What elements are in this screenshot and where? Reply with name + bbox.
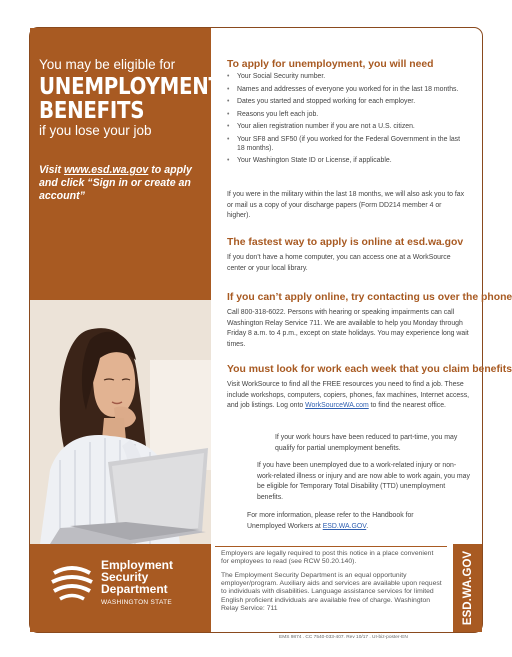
section4-body-suffix: to find the nearest office. [368, 402, 446, 410]
section3-title: If you can’t apply online, try contacting us over the phone [227, 292, 512, 303]
handbook-prefix: For more information, please refer to the Handbook for Unemployed Workers at [247, 512, 414, 530]
logo-state: WASHINGTON STATE [101, 599, 173, 606]
list-item: • Your Washington State ID or License, if applicable. [227, 157, 467, 166]
list-item: • Your Social Security number. [227, 73, 467, 82]
headline-line-1: UNEMPLOYMENT [39, 74, 222, 100]
section4-title: You must look for work each week that you claim benefits [227, 364, 512, 375]
visit-prefix: Visit [39, 164, 64, 176]
section3-body: Call 800-318-6022. Persons with hearing or speaking impairments can call Washington Relay Service 711. We are available to help you Monday through Friday 8 a.m. to 4 p.m., except on state holidays. You may experience long wait times. [227, 309, 469, 348]
worksource-link[interactable]: WorkSourceWA.com [305, 402, 369, 410]
esd-logo-icon [50, 563, 94, 603]
left-panel [30, 28, 222, 632]
eyebrow-text: You may be eligible for [39, 57, 176, 72]
list-item: • Reasons you left each job. [227, 111, 467, 120]
sidebar-url: ESD.WA.GOV [461, 550, 474, 626]
injury-note: If you have been unemployed due to a work-related injury or non-work-related illness or injury and are now able to work again, you may be eligible for Temporary Total Disability (TTD) unemployment benefits. [257, 462, 470, 501]
esd-logo-area [30, 544, 211, 632]
headline [39, 74, 222, 124]
list-item: • Your SF8 and SF50 (if you worked for the Federal Government in the last 18 months). [227, 136, 467, 154]
requirements-list [227, 73, 467, 170]
part-time-note: If your work hours have been reduced to part-time, you may qualify for partial unemployment benefits. [275, 434, 458, 452]
form-number: EMS 9874 . CC 7540-033-407. Rev 10/17 . UI-biz-poster-EN [279, 635, 408, 640]
list-item: • Dates you started and stopped working for each employer. [227, 98, 467, 107]
subhead: if you lose your job [39, 123, 152, 138]
handbook-link[interactable]: ESD.WA.GOV [322, 522, 367, 530]
section2-title: The fastest way to apply is online at esd.wa.gov [227, 237, 464, 248]
poster [29, 27, 512, 633]
esd-sidebar-tab [453, 544, 482, 632]
military-note: If you were in the military within the last 18 months, we will also ask you to fax or mail us a copy of your discharge papers (Form DD214 member 4 or higher). [227, 191, 465, 220]
logo-line-3: Department [101, 582, 168, 596]
visit-instructions [39, 164, 209, 203]
footer-divider [215, 546, 447, 547]
handbook-suffix: . [366, 522, 369, 530]
list-item: • Names and addresses of everyone you worked for in the last 18 months. [227, 86, 467, 95]
handbook-note [247, 511, 447, 532]
employer-notice: Employers are legally required to post this notice in a place convenient for employees to read (see RCW 50.20.140). [221, 550, 434, 566]
logo-line-2: Security [101, 570, 149, 584]
visit-suffix: to apply and click “Sign in or create an account” [39, 164, 192, 202]
logo-line-1: Employment [101, 558, 174, 572]
list-item: • Your alien registration number if you are not a U.S. citizen. [227, 123, 467, 132]
section4-body-prefix: Visit WorkSource to find all the FREE resources you need to find a job. These include workshops, computers, copiers, phones, fax machines, Internet access, and job listings. Log onto [227, 381, 470, 410]
headline-line-2: BENEFITS [39, 98, 145, 124]
right-panel [211, 28, 512, 632]
visit-url-link[interactable]: www.esd.wa.gov [63, 164, 149, 176]
esd-logo-text [101, 559, 173, 595]
photo-illustration [30, 300, 211, 544]
eeo-statement: The Employment Security Department is an equal opportunity employer/program. Auxiliary aids and services are available upon request to individuals with disabilities. Language assistance services for limited English proficient individuals are available free of charge. Washington Relay Service: 711 [221, 572, 442, 612]
section2-body: If you don’t have a home computer, you can access one at a WorkSource center or your local library. [227, 254, 451, 272]
section1-title: To apply for unemployment, you will need [227, 59, 434, 70]
section4-body [227, 380, 471, 412]
woman-with-laptop-photo [30, 300, 211, 544]
